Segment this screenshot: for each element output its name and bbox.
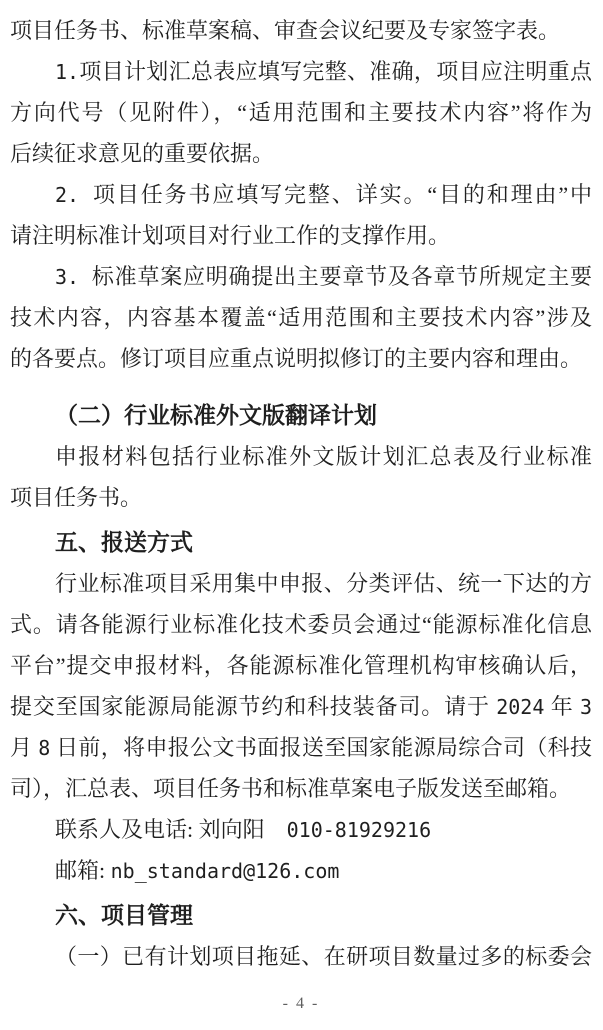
text-run: 3 bbox=[579, 695, 592, 719]
text-run: 年 bbox=[544, 694, 580, 719]
text-line bbox=[10, 10, 592, 51]
text-run: 项目计划汇总表应填写完整、准确，项目应注明重点 bbox=[79, 59, 592, 84]
text-run: 010-81929216 bbox=[286, 818, 432, 842]
text-line bbox=[10, 256, 592, 297]
text-run: 2024 bbox=[496, 695, 545, 719]
text-line bbox=[10, 174, 592, 215]
text-line bbox=[10, 645, 592, 686]
text-line bbox=[10, 686, 592, 727]
text-line bbox=[10, 338, 592, 379]
text-line bbox=[10, 604, 592, 645]
text-run: 8 bbox=[38, 736, 51, 760]
text-run: 方向代号（见附件），“适用范围和主要技术内容”将作为 bbox=[10, 100, 592, 125]
text-line bbox=[10, 215, 592, 256]
text-run: nb_standard@126.com bbox=[110, 859, 340, 883]
text-run: （一）已有计划项目拖延、在研项目数量过多的标委会 bbox=[55, 944, 592, 969]
text-line bbox=[10, 297, 592, 338]
text-run: 后续征求意见的重要依据。 bbox=[10, 141, 275, 166]
text-run: 2. bbox=[55, 183, 94, 207]
text-line bbox=[10, 51, 592, 92]
text-line bbox=[10, 133, 592, 174]
text-run: 标准草案应明确提出主要章节及各章节所规定主要 bbox=[91, 264, 592, 289]
text-run: 联系人及电话: 刘向阳 bbox=[55, 817, 287, 842]
text-run: 月 bbox=[10, 735, 39, 760]
text-run: 式。请各能源行业标准化技术委员会通过“能源标准化信息 bbox=[10, 612, 592, 637]
text-run: 项目任务书。 bbox=[10, 485, 143, 510]
text-line bbox=[10, 850, 592, 891]
text-run: （二）行业标准外文版翻译计划 bbox=[55, 403, 377, 428]
text-run: 提交至国家能源局能源节约和科技装备司。请于 bbox=[10, 694, 497, 719]
section-heading bbox=[10, 395, 592, 436]
text-run: 司），汇总表、项目任务书和标准草案电子版发送至邮箱。 bbox=[10, 776, 572, 801]
text-line bbox=[10, 92, 592, 133]
text-run: 1. bbox=[55, 60, 80, 84]
text-line bbox=[10, 809, 592, 850]
text-run: 平台”提交申报材料，各能源标准化管理机构审核确认后， bbox=[10, 653, 592, 678]
text-run: 3. bbox=[55, 265, 92, 289]
text-line bbox=[10, 727, 592, 768]
page-number: - 4 - bbox=[282, 995, 320, 1012]
section-heading bbox=[10, 895, 592, 936]
text-line bbox=[10, 768, 592, 809]
text-line bbox=[10, 477, 592, 518]
text-run: 技术内容，内容基本覆盖“适用范围和主要技术内容”涉及 bbox=[10, 305, 592, 330]
page-footer bbox=[10, 993, 592, 1015]
text-run: 请注明标准计划项目对行业工作的支撑作用。 bbox=[10, 223, 451, 248]
text-run: 六、项目管理 bbox=[55, 902, 193, 928]
text-run: 的各要点。修订项目应重点说明拟修订的主要内容和理由。 bbox=[10, 346, 583, 371]
text-line bbox=[10, 936, 592, 977]
text-line bbox=[10, 436, 592, 477]
text-run: 申报材料包括行业标准外文版计划汇总表及行业标准 bbox=[55, 444, 592, 469]
text-line bbox=[10, 563, 592, 604]
text-run: 邮箱: bbox=[55, 858, 111, 883]
text-run: 行业标准项目采用集中申报、分类评估、统一下达的方 bbox=[55, 571, 592, 596]
document-body bbox=[10, 10, 592, 977]
text-run: 项目任务书、标准草案稿、审查会议纪要及专家签字表。 bbox=[10, 18, 561, 43]
text-run: 五、报送方式 bbox=[55, 529, 193, 555]
text-run: 项目任务书应填写完整、详实。“目的和理由”中 bbox=[93, 182, 592, 207]
section-heading bbox=[10, 522, 592, 563]
text-run: 日前，将申报公文书面报送至国家能源局综合司（科技 bbox=[50, 735, 592, 760]
